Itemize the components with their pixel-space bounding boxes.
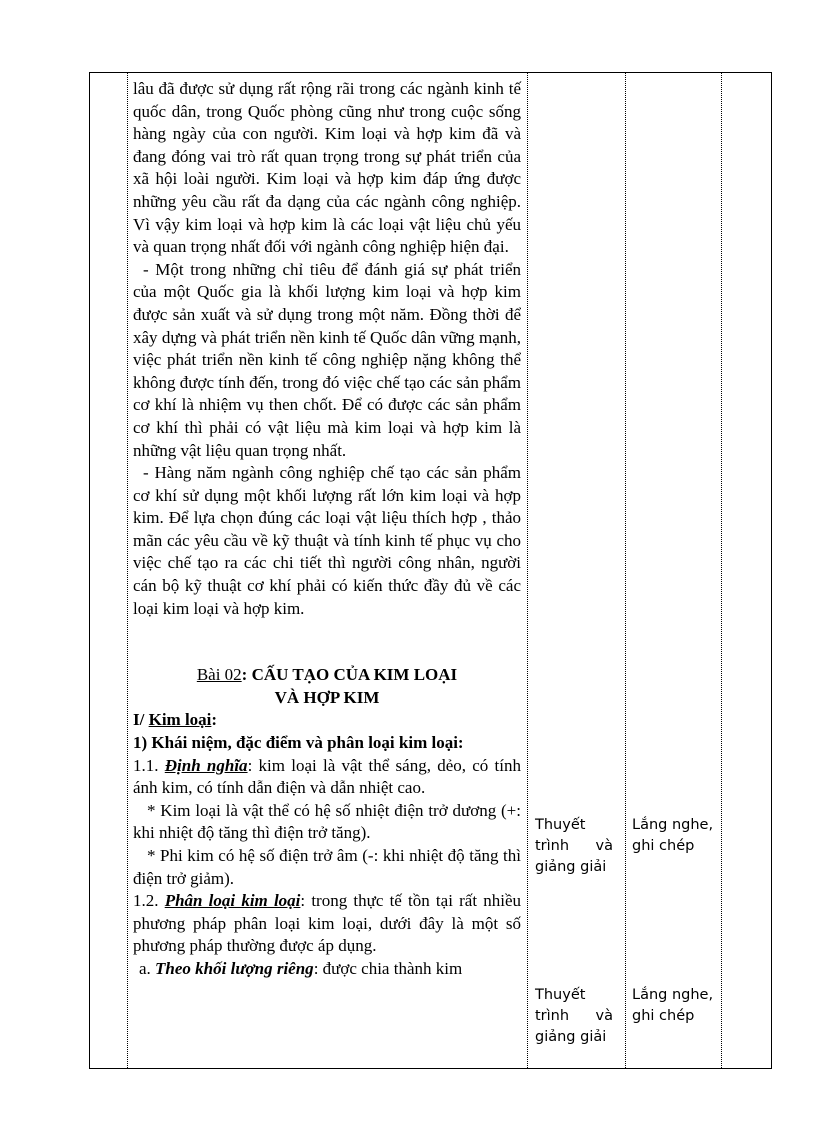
lesson-title-line2: VÀ HỢP KIM bbox=[274, 687, 380, 707]
intro-paragraph: lâu đã được sử dụng rất rộng rãi trong các ngành kinh tế quốc dân, trong Quốc phòng cũng như trong cuộc sống hàng ngày của con người. Kim loại và hợp kim đã và đang đóng vai trò rất quan trọng trong sự phát triển của xã hội loài người. Kim loại và hợp kim đáp ứng được những yêu cầu rất đa dạng của các ngành công nghiệp. Vì vậy kim loại và hợp kim là các loại vật liệu chủ yếu và quan trọng nhất đối với ngành công nghiệp hiện đại. bbox=[133, 79, 521, 257]
lesson-title bbox=[133, 664, 521, 687]
section-heading-label: Kim loại bbox=[148, 710, 212, 730]
lesson-title-line1: : CẤU TẠO CỦA KIM LOẠI bbox=[241, 665, 458, 685]
paragraph-development-index: - Một trong những chỉ tiêu để đánh giá sự phát triển của một Quốc gia là khối lượng kim loại và hợp kim được sản xuất và sử dụng trong một năm. Đồng thời để xây dựng và phát triển nền kinh tế Quốc dân vững mạnh, việc phát triển nền kinh tế công nghiệp nặng không thể không được tính đến, trong đó việc chế tạo các sản phẩm cơ khí là nhiệm vụ then chốt. Để có được các sản phẩm cơ khí thì phải có vật liệu mà kim loại và hợp kim là những vật liệu quan trọng nhất. bbox=[133, 259, 521, 460]
column-divider bbox=[527, 73, 528, 1068]
student-activity-cell-2: Lắng nghe, ghi chép bbox=[632, 987, 714, 1024]
column-divider bbox=[625, 73, 626, 1068]
definition-label: Định nghĩa bbox=[164, 755, 248, 775]
item-a-label: Theo khối lượng riêng bbox=[155, 958, 314, 978]
section-heading: I/ Kim loại: bbox=[133, 710, 218, 730]
item-a: a. Theo khối lượng riêng: được chia thành kim bbox=[139, 958, 463, 978]
definition-paragraph: 1.1. Định nghĩa: kim loại là vật thể sáng, dẻo, có tính ánh kim, có tính dẫn điện và dẫn nhiệt cao. bbox=[133, 755, 522, 798]
metal-note: * Kim loại là vật thể có hệ số nhiệt điện trở dương (+: khi nhiệt độ tăng thì điện trở tăng). bbox=[133, 800, 521, 843]
teacher-method-cell: Thuyết trình và giảng giải bbox=[535, 817, 613, 875]
nonmetal-note: * Phi kim có hệ số điện trở âm (-: khi nhiệt độ tăng thì điện trở giảm). bbox=[133, 846, 521, 888]
lesson-number: Bài 02 bbox=[196, 665, 242, 685]
subsection-heading: 1) Khái niệm, đặc điểm và phân loại kim loại: bbox=[133, 733, 464, 753]
content-column bbox=[133, 78, 521, 981]
classification-label: Phân loại kim loại bbox=[164, 891, 301, 911]
paragraph-annual-usage: - Hàng năm ngành công nghiệp chế tạo các sản phẩm cơ khí sử dụng một khối lượng rất lớn kim loại và hợp kim. Để lựa chọn đúng các loại vật liệu thích hợp , thảo mãn các yêu cầu về kỹ thuật và tính kinh tế phục vụ cho việc chế tạo ra các chi tiết thì người công nhân, người cán bộ kỹ thuật cơ khí phải có kiến thức đầy đủ về các loại kim loại và hợp kim. bbox=[133, 463, 521, 618]
student-activity-cell: Lắng nghe, ghi chép bbox=[632, 817, 714, 854]
classification-paragraph: 1.2. Phân loại kim loại: trong thực tế tồn tại rất nhiều phương pháp phân loại kim loại, dưới đây là một số phương pháp thường được áp dụng. bbox=[133, 891, 522, 956]
column-divider bbox=[127, 73, 128, 1068]
teacher-method-cell-2: Thuyết trình và giảng giải bbox=[535, 987, 613, 1045]
column-divider bbox=[721, 73, 722, 1068]
